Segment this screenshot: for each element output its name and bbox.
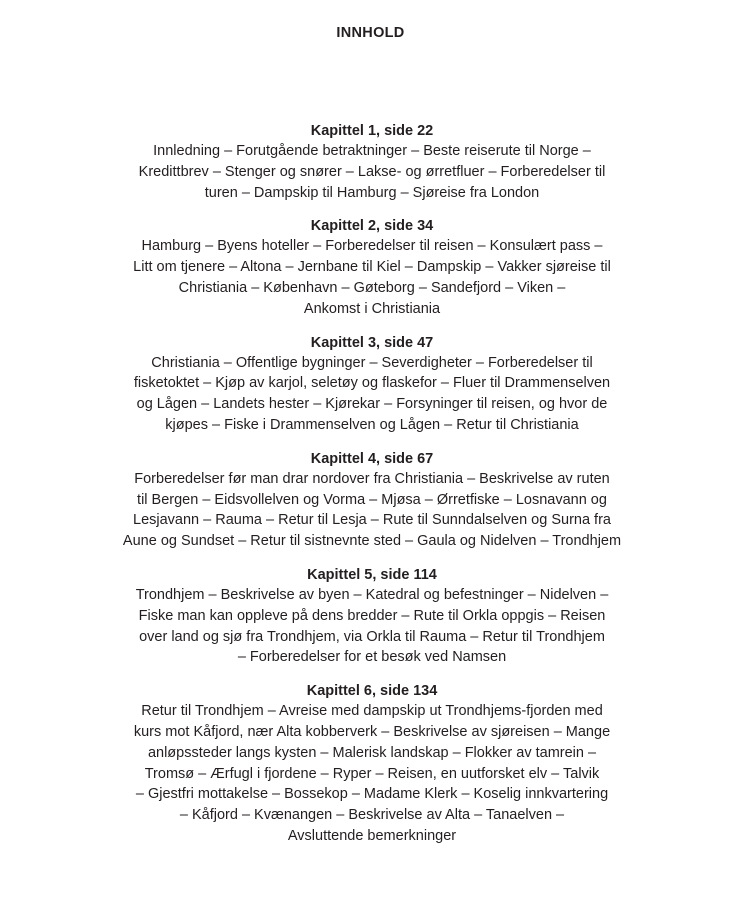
summary-line: Litt om tjenere – Altona – Jernbane til Kiel – Dampskip – Vakker sjøreise til bbox=[133, 259, 611, 276]
summary-line: Tromsø – Ærfugl i fjordene – Ryper – Reisen, en uutforsket elv – Talvik bbox=[144, 765, 600, 782]
chapter-heading: Kapittel 5, side 114 bbox=[307, 566, 437, 583]
chapter-heading: Kapittel 1, side 22 bbox=[310, 123, 434, 139]
summary-line: Hamburg – Byens hoteller – Forberedelser til reisen – Konsulært pass – bbox=[141, 238, 603, 255]
summary-line: Kredittbrev – Stenger og snører – Lakse- og ørretfluer – Forberedelser til bbox=[138, 163, 606, 180]
summary-line: anløpssteder langs kysten – Malerisk landskap – Flokker av tamrein – bbox=[147, 744, 597, 761]
chapter-summary bbox=[112, 353, 632, 436]
chapter-heading: Kapittel 6, side 134 bbox=[306, 683, 438, 700]
chapter-1 bbox=[112, 121, 632, 203]
summary-line: kjøpes – Fiske i Drammenselven og Lågen – Retur til Christiania bbox=[165, 416, 579, 433]
chapter-summary bbox=[112, 469, 632, 552]
chapter-list bbox=[112, 121, 632, 860]
summary-line: kurs mot Kåfjord, nær Alta kobberverk – Beskrivelse av sjøreisen – Mange bbox=[133, 723, 611, 740]
summary-line: Christiania – Offentlige bygninger – Severdigheter – Forberedelser til bbox=[151, 354, 593, 371]
summary-line: Innledning – Forutgående betraktninger – Beste reiserute til Norge – bbox=[153, 143, 591, 159]
summary-line: fisketoktet – Kjøp av karjol, seletøy og flaskefor – Fluer til Drammenselven bbox=[133, 375, 611, 392]
summary-line: Avsluttende bemerkninger bbox=[287, 827, 457, 844]
page-title: INNHOLD bbox=[336, 25, 405, 41]
summary-line: over land og sjø fra Trondhjem, via Orkla til Rauma – Retur til Trondhjem bbox=[139, 628, 605, 645]
summary-line: Forberedelser før man drar nordover fra Christiania – Beskrivelse av ruten bbox=[134, 470, 610, 487]
chapter-heading: Kapittel 2, side 34 bbox=[310, 218, 434, 235]
summary-line: til Bergen – Eidsvollelven og Vorma – Mjøsa – Ørretfiske – Losnavann og bbox=[137, 491, 607, 508]
chapter-5 bbox=[112, 565, 632, 668]
chapter-3 bbox=[112, 333, 632, 436]
chapter-heading: Kapittel 4, side 67 bbox=[310, 450, 434, 467]
summary-line: Retur til Trondhjem – Avreise med dampskip ut Trondhjems-fjorden med bbox=[141, 703, 603, 720]
chapter-summary bbox=[112, 141, 632, 203]
chapter-summary bbox=[112, 701, 632, 847]
summary-line: Lesjavann – Rauma – Retur til Lesja – Rute til Sunndalselven og Surna fra bbox=[133, 512, 611, 529]
chapter-summary bbox=[112, 585, 632, 668]
chapter-4 bbox=[112, 449, 632, 552]
chapter-6 bbox=[112, 681, 632, 847]
summary-line: – Forberedelser for et besøk ved Namsen bbox=[237, 649, 507, 666]
summary-line: og Lågen – Landets hester – Kjørekar – Forsyninger til reisen, og hvor de bbox=[136, 396, 608, 413]
summary-line: – Gjestfri mottakelse – Bossekop – Madame Klerk – Koselig innkvartering bbox=[135, 786, 609, 803]
summary-line: Fiske man kan oppleve på dens bredder – Rute til Orkla oppgis – Reisen bbox=[138, 607, 606, 624]
summary-line: – Kåfjord – Kvænangen – Beskrivelse av Alta – Tanaelven – bbox=[179, 807, 565, 824]
chapter-heading: Kapittel 3, side 47 bbox=[310, 334, 434, 351]
summary-line: Aune og Sundset – Retur til sistnevnte sted – Gaula og Nidelven – Trondhjem bbox=[122, 533, 622, 550]
chapter-2 bbox=[112, 216, 632, 319]
summary-line: Ankomst i Christiania bbox=[303, 300, 441, 317]
chapter-summary bbox=[112, 236, 632, 319]
summary-line: Trondhjem – Beskrivelse av byen – Katedral og befestninger – Nidelven – bbox=[135, 586, 609, 603]
summary-line: Christiania – København – Gøteborg – Sandefjord – Viken – bbox=[178, 279, 566, 296]
summary-line: turen – Dampskip til Hamburg – Sjøreise fra London bbox=[204, 184, 540, 201]
